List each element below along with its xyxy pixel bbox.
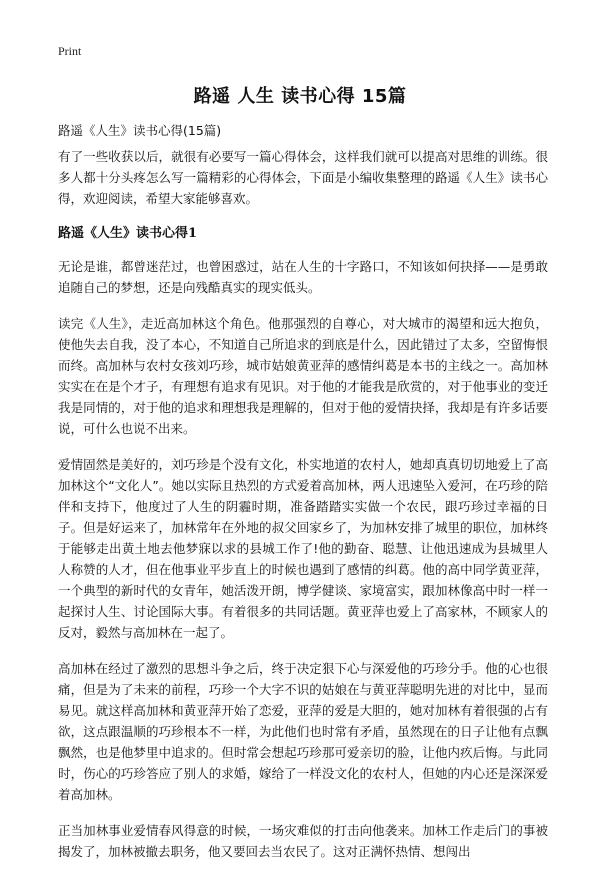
- paragraph-2: 读完《人生》，走近高加林这个角色。他那强烈的自尊心，对大城市的渴望和远大抱负，使他失去自我，没了本心，不知道自己所追求的到底是什么，因此错过了太多，空留悔恨而终。高加林与农村女孩刘巧珍，城市姑娘黄亚萍的感情纠葛是本书的主线之一。高加林实实在在是个才子，有理想有追求有见识。对于他的才能我是欣赏的，对于他事业的变迁我是同情的，对于他的追求和理想我是理解的，但对于他的爱情抉择，我却是有许多话要说，可什么也说不出来。: [58, 316, 548, 436]
- intro-paragraph: 有了一些收获以后，就很有必要写一篇心得体会，这样我们就可以提高对思维的训练。很多人都十分头疼怎么写一篇精彩的心得体会，下面是小编收集整理的路遥《人生》读书心得，欢迎阅读，希望大家能够喜欢。: [58, 149, 548, 206]
- paragraph-3: 爱情固然是美好的，刘巧珍是个没有文化，朴实地道的农村人，她却真真切切地爱上了高加林这个“文化人”。她以实际且热烈的方式爱着高加林，两人迅速坠入爱河，在巧珍的陪伴和支持下，他度过了人生的阴霾时期，准备踏踏实实做一个农民，跟巧珍过幸福的日子。但是好运来了，加林常年在外地的叔父回家乡了，为加林安排了城里的职位，加林终于能够走出黄土地去他梦寐以求的县城工作了!他的勤奋、聪慧、让他迅速成为县城里人人称赞的人才，但在他事业平步直上的时候也遇到了感情的纠葛。他的高中同学黄亚萍，一个典型的新时代的女青年，她活泼开朗，博学健谈、家境富实，跟加林像高中时一样一起探讨人生、讨论国际大事。有着很多的共同话题。黄亚萍也爱上了高家林，不顾家人的反对，毅然与高加林在一起了。: [58, 457, 548, 640]
- article-body: [58, 146, 548, 877]
- paragraph-5: 正当加林事业爱情春风得意的时候，一场灾难似的打击向他袭来。加林工作走后门的事被揭发了，加林被撤去职务，他又要回去当农民了。这对正满怀热情、想闯出: [58, 823, 548, 859]
- paragraph-4: 高加林在经过了激烈的思想斗争之后，终于决定狠下心与深爱他的巧珍分手。他的心也很痛，但是为了未来的前程，巧珍一个大字不识的姑娘在与黄亚萍聪明先进的对比中，显而易见。就这样高加林和黄亚萍开始了恋爱，亚萍的爱是大胆的，她对加林有着很强的占有欲，这点跟温顺的巧珍根本不一样，为此他们也时常有矛盾，虽然现在的日子让他有点飘飘然，也是他梦里中追求的。但时常会想起巧珍那可爱亲切的脸，让他内疚后悔。与此同时，伤心的巧珍答应了别人的求婚，嫁给了一样没文化的农村人，但她的内心还是深深爱着高加林。: [58, 661, 548, 802]
- page-title: 路遥 人生 读书心得 15篇: [193, 86, 407, 107]
- page-subtitle: 路遥《人生》读书心得(15篇): [58, 123, 222, 138]
- print-label[interactable]: Print: [58, 44, 82, 58]
- paragraph-1: 无论是谁，都曾迷茫过，也曾困惑过，站在人生的十字路口，不知该如何抉择——是勇敢追随自己的梦想，还是向残酷真实的现实低头。: [58, 259, 548, 295]
- section-heading: 路遥《人生》读书心得1: [58, 226, 198, 241]
